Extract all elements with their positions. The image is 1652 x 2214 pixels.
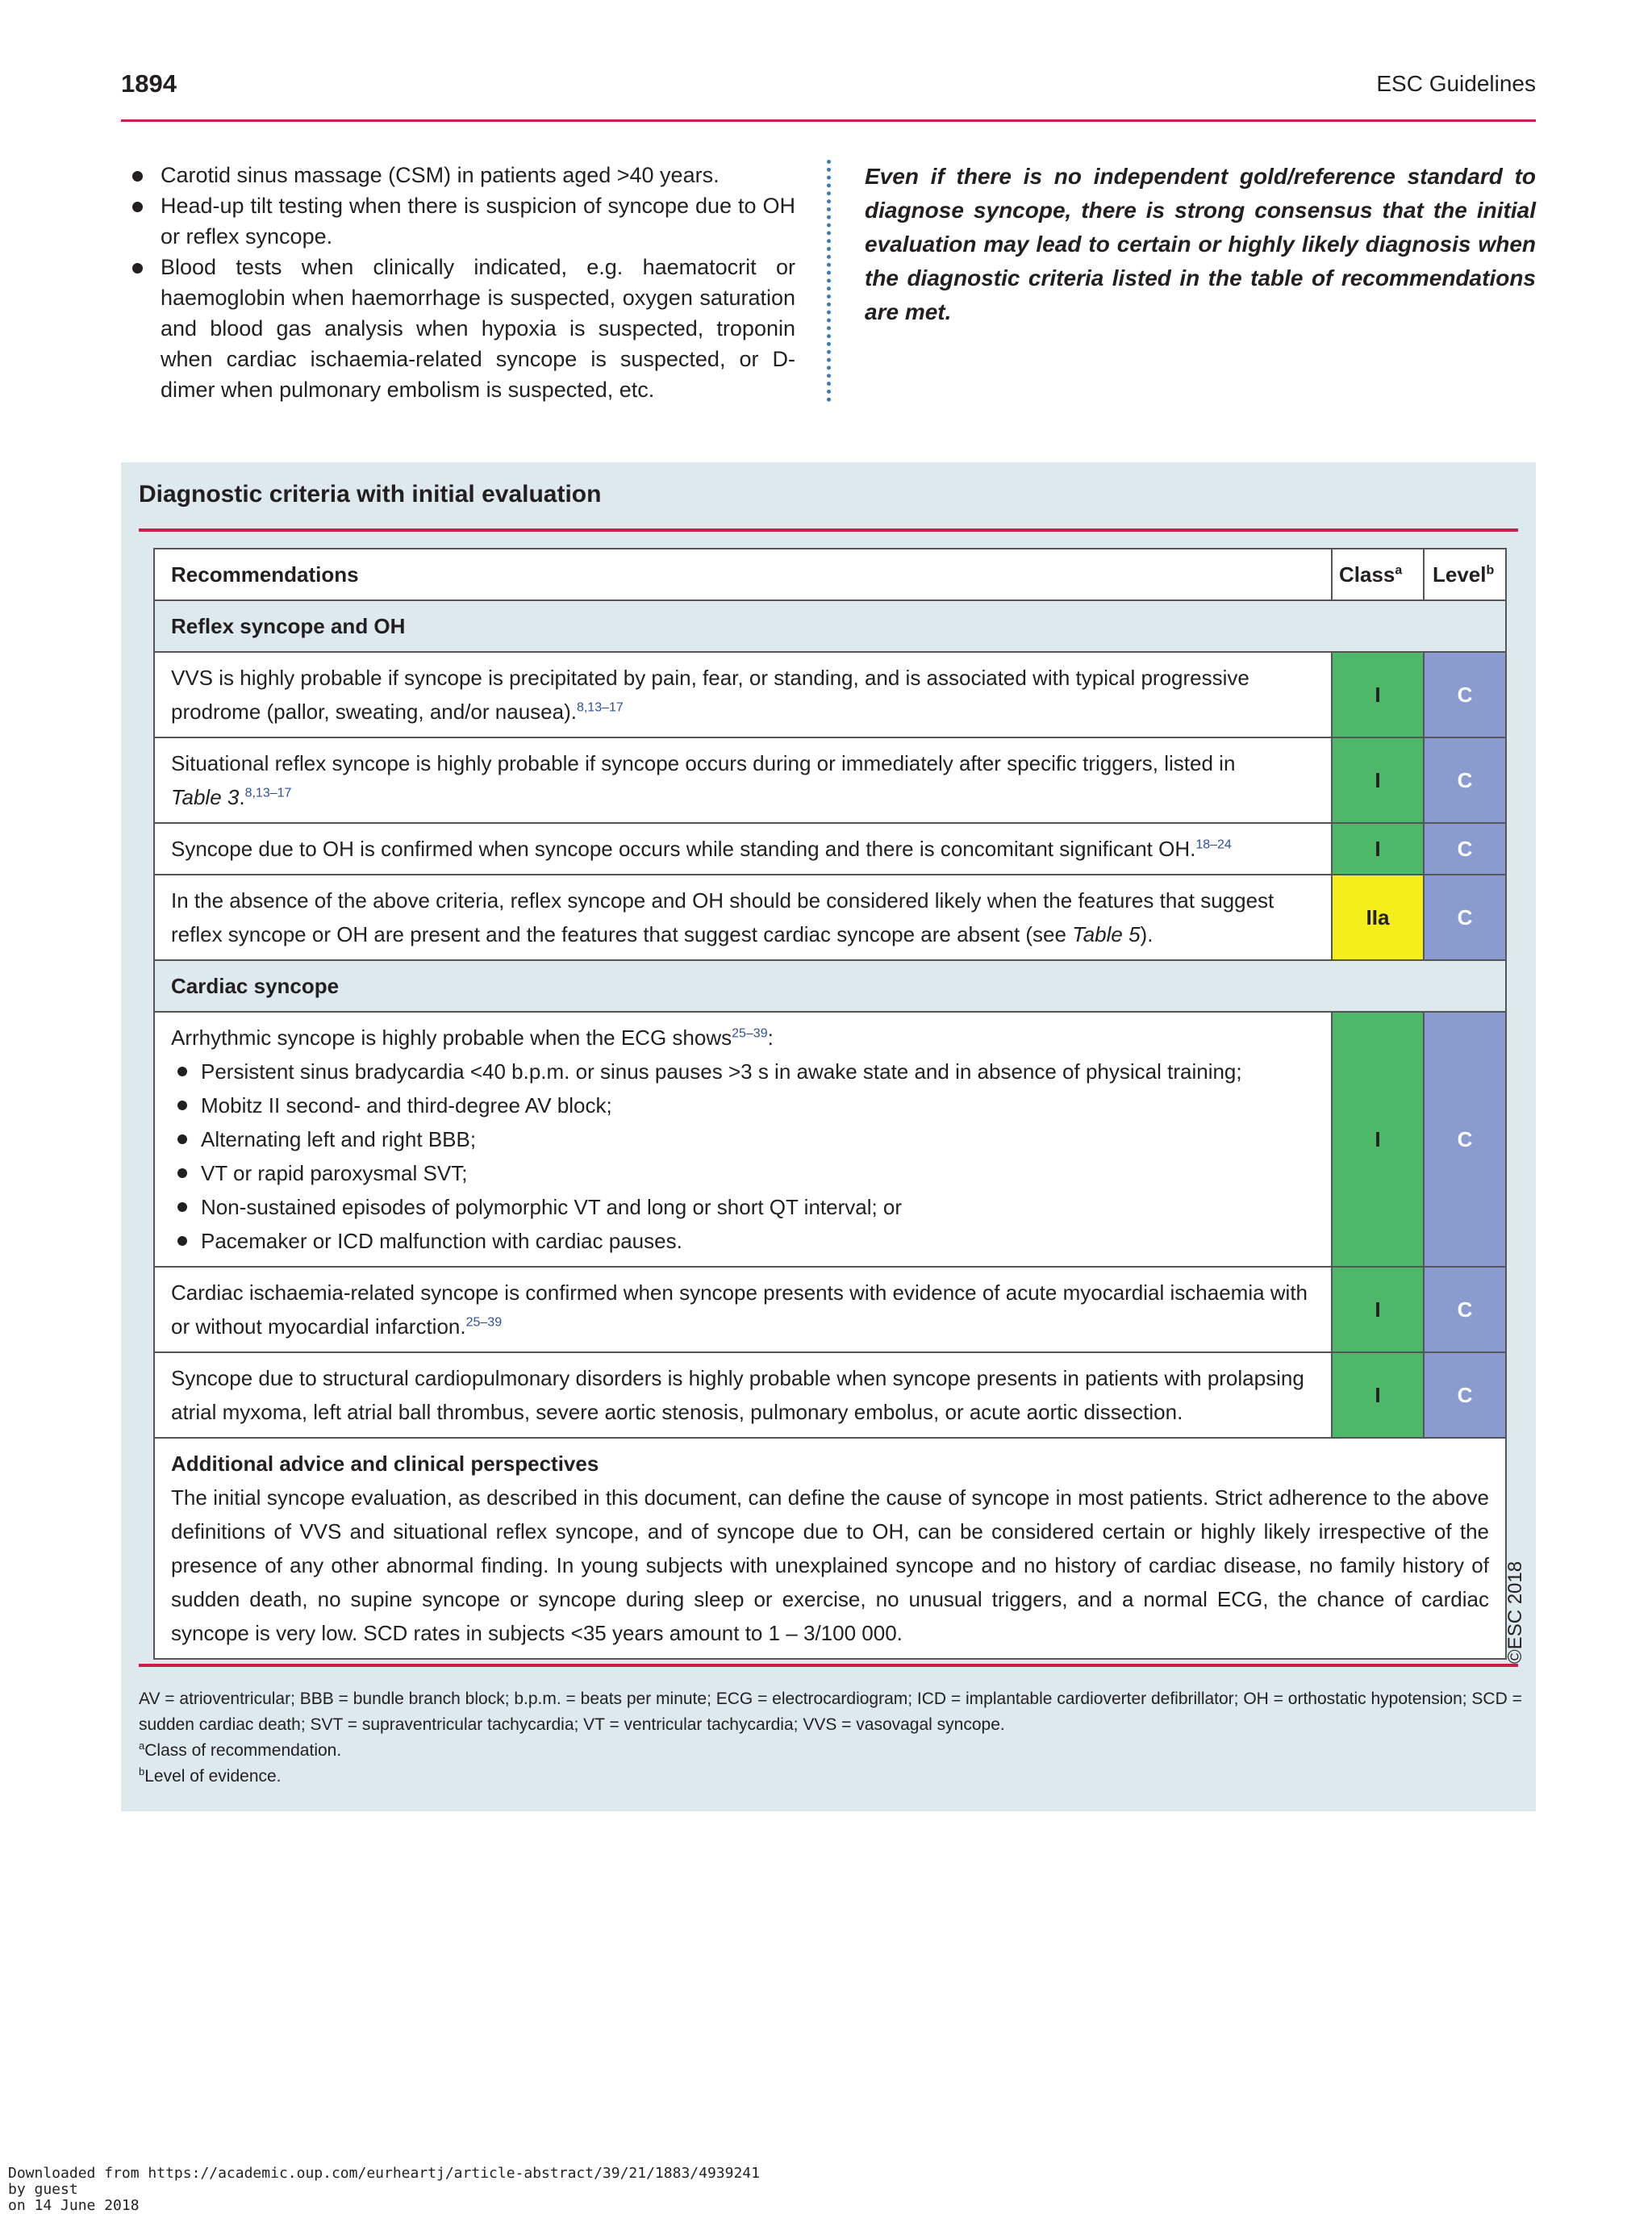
table-ref: Table 3	[171, 785, 240, 809]
list-item	[132, 160, 795, 190]
text: :	[767, 1026, 774, 1050]
list-item-text: Head-up tilt testing when there is suspicion of syncope due to OH or reflex syncope.	[161, 194, 795, 249]
col-header-recommendations: Recommendations	[154, 549, 1332, 600]
reference: 8,13–17	[576, 700, 624, 715]
table-row	[154, 1352, 1506, 1438]
level-sup: b	[1486, 563, 1495, 578]
table-footnotes	[139, 1686, 1523, 1790]
level-cell: C	[1424, 1012, 1506, 1267]
advice-title: Additional advice and clinical perspectives	[171, 1452, 599, 1476]
class-cell: IIa	[1332, 875, 1424, 960]
running-header: ESC Guidelines	[1376, 71, 1536, 96]
table-row	[154, 737, 1506, 823]
text: Syncope due to OH is confirmed when syncope occurs while standing and there is concomitant significant OH.	[171, 837, 1196, 861]
col-header-class	[1332, 549, 1424, 600]
list-item	[171, 1156, 1315, 1190]
bullet-icon	[177, 1236, 187, 1246]
class-cell: I	[1332, 737, 1424, 823]
footnote-b	[139, 1764, 1523, 1790]
class-cell: I	[1332, 823, 1424, 875]
advice-cell	[154, 1438, 1506, 1659]
table-header-row	[154, 549, 1506, 600]
text: Syncope due to structural cardiopulmonary disorders is highly probable when syncope presents in patients with prolapsing atrial myxoma, left atrial ball thrombus, severe aortic stenosis, pulmonary embolus, or acute aortic dissection.	[171, 1366, 1304, 1424]
header-rule	[121, 119, 1536, 122]
footnote-text: Class of recommendation.	[144, 1741, 342, 1760]
consensus-statement: Even if there is no independent gold/reference standard to diagnose syncope, there is strong consensus that the initial evaluation may lead to certain or highly likely diagnosis when the diagnostic criteria listed in the table of recommendations are met.	[865, 164, 1536, 324]
list-item-text: Mobitz II second- and third-degree AV block;	[201, 1093, 612, 1117]
advice-row	[154, 1438, 1506, 1659]
level-cell: C	[1424, 1352, 1506, 1438]
class-cell: I	[1332, 652, 1424, 737]
list-item-text: Carotid sinus massage (CSM) in patients aged >40 years.	[161, 163, 720, 187]
text: Arrhythmic syncope is highly probable when the ECG shows	[171, 1026, 732, 1050]
bullet-icon	[177, 1202, 187, 1212]
copyright: ©ESC 2018	[1504, 1560, 1526, 1664]
text: Cardiac ischaemia-related syncope is confirmed when syncope presents with evidence of acute myocardial ischaemia with or without myocardial infarction.	[171, 1280, 1308, 1339]
table-row	[154, 1012, 1506, 1267]
list-item-text: Non-sustained episodes of polymorphic VT and long or short QT interval; or	[201, 1195, 903, 1219]
recommendation-text	[154, 875, 1332, 960]
test-list	[132, 160, 795, 405]
list-item-text: Persistent sinus bradycardia <40 b.p.m. or sinus pauses >3 s in awake state and in absence of physical training;	[201, 1059, 1242, 1084]
list-item	[171, 1055, 1315, 1088]
level-cell: C	[1424, 652, 1506, 737]
bullet-icon	[177, 1101, 187, 1110]
level-cell: C	[1424, 875, 1506, 960]
recommendation-text	[154, 1267, 1332, 1352]
footnote-a	[139, 1738, 1523, 1764]
recommendation-text	[154, 737, 1332, 823]
list-item-text: Blood tests when clinically indicated, e.g. haematocrit or haemoglobin when haemorrhage is suspected, oxygen saturation and blood gas analysis when hypoxia is suspected, troponin when cardiac ischaemia-related syncope is suspected, or D-dimer when pulmonary embolism is suspected, etc.	[161, 255, 795, 402]
table-row	[154, 823, 1506, 875]
level-cell: C	[1424, 1267, 1506, 1352]
page-number: 1894	[121, 69, 177, 98]
list-item-text: Alternating left and right BBB;	[201, 1127, 477, 1151]
reference: 18–24	[1195, 838, 1232, 852]
col-header-level	[1424, 549, 1506, 600]
section-title: Reflex syncope and OH	[154, 600, 1506, 652]
text: .	[239, 785, 245, 809]
class-label: Class	[1339, 562, 1395, 587]
table-ref: Table 5	[1072, 922, 1141, 946]
section-row	[154, 960, 1506, 1012]
text: VVS is highly probable if syncope is precipitated by pain, fear, or standing, and is associated with typical progressive prodrome (pallor, sweating, and/or nausea).	[171, 666, 1249, 724]
recommendation-text	[154, 1352, 1332, 1438]
bullet-icon	[177, 1067, 187, 1076]
class-cell: I	[1332, 1352, 1424, 1438]
class-cell: I	[1332, 1267, 1424, 1352]
abbreviations: AV = atrioventricular; BBB = bundle branch block; b.p.m. = beats per minute; ECG = electrocardiogram; ICD = implantable cardioverter defibrillator; OH = orthostatic hypotension; SCD = sudden cardiac death; SVT = supraventricular tachycardia; VT = ventricular tachycardia; VVS = vasovagal syncope.	[139, 1690, 1522, 1734]
class-sup: a	[1395, 563, 1403, 578]
bullet-icon	[132, 263, 143, 274]
text: ).	[1140, 922, 1153, 946]
download-line: on 14 June 2018	[8, 2197, 140, 2214]
panel-rule-top	[139, 528, 1518, 532]
list-item	[132, 252, 795, 405]
column-divider	[827, 160, 831, 402]
recommendations-table	[153, 548, 1507, 1660]
download-line: Downloaded from https://academic.oup.com/eurheartj/article-abstract/39/21/1883/4939241	[8, 2165, 760, 2182]
recommendation-text	[154, 1012, 1332, 1267]
level-label: Level	[1433, 562, 1487, 587]
reference: 8,13–17	[244, 786, 292, 800]
bullet-icon	[132, 202, 143, 212]
list-item-text: VT or rapid paroxysmal SVT;	[201, 1161, 468, 1185]
section-title: Cardiac syncope	[154, 960, 1506, 1012]
advice-text: The initial syncope evaluation, as described in this document, can define the cause of syncope in most patients. Strict adherence to the above definitions of VVS and situational reflex syncope, and of syncope due to OH, can be considered certain or highly likely irrespective of the presence of any other abnormal finding. In young subjects with unexplained syncope and no history of cardiac disease, no family history of sudden death, no supine syncope or syncope during sleep or exercise, no unusual triggers, and a normal ECG, the chance of cardiac syncope is very low. SCD rates in subjects <35 years amount to 1 – 3/100 000.	[171, 1485, 1489, 1645]
level-cell: C	[1424, 823, 1506, 875]
list-item	[132, 190, 795, 252]
reference: 25–39	[732, 1026, 768, 1041]
download-note	[8, 2166, 760, 2214]
list-item-text: Pacemaker or ICD malfunction with cardiac pauses.	[201, 1229, 682, 1253]
reference: 25–39	[465, 1315, 503, 1330]
list-item	[171, 1088, 1315, 1122]
class-cell: I	[1332, 1012, 1424, 1267]
panel-rule-bottom	[139, 1664, 1518, 1667]
text: Situational reflex syncope is highly probable if syncope occurs during or immediately after specific triggers, listed in	[171, 751, 1236, 775]
list-item	[171, 1224, 1315, 1258]
list-item	[171, 1190, 1315, 1224]
section-row	[154, 600, 1506, 652]
table-row	[154, 875, 1506, 960]
table-row	[154, 1267, 1506, 1352]
level-cell: C	[1424, 737, 1506, 823]
footnote-mark: b	[139, 1765, 145, 1777]
footnote-text: Level of evidence.	[144, 1767, 282, 1786]
panel-title: Diagnostic criteria with initial evaluation	[139, 481, 602, 508]
footnote-mark: a	[139, 1740, 145, 1752]
table-row	[154, 652, 1506, 737]
list-item	[171, 1122, 1315, 1156]
download-line: by guest	[8, 2181, 78, 2198]
bullet-icon	[177, 1168, 187, 1178]
bullet-icon	[132, 171, 143, 182]
bullet-icon	[177, 1134, 187, 1144]
text: In the absence of the above criteria, reflex syncope and OH should be considered likely when the features that suggest reflex syncope or OH are present and the features that suggest cardiac syncope are absent (see	[171, 888, 1274, 946]
recommendation-text	[154, 652, 1332, 737]
recommendation-text	[154, 823, 1332, 875]
